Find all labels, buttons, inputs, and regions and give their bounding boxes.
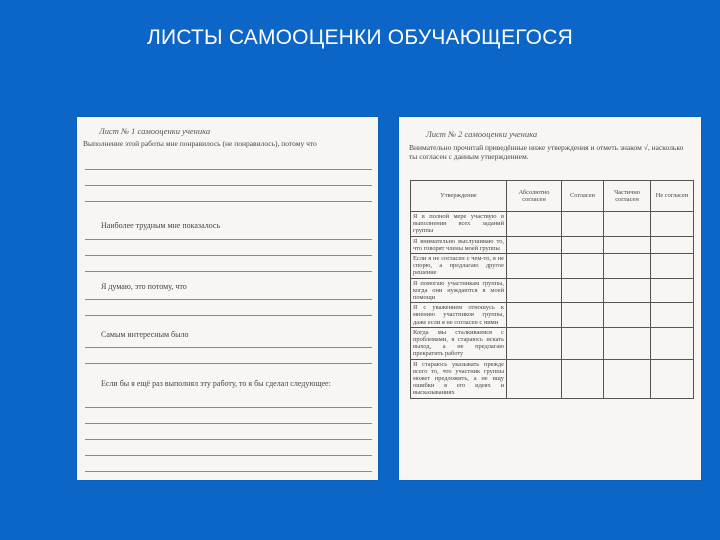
mark-cell[interactable] xyxy=(507,359,562,398)
mark-cell[interactable] xyxy=(604,278,651,303)
answer-line[interactable] xyxy=(85,315,372,316)
statement-cell: Я стараюсь указывать прежде всего то, что участник группы может предложить, а не ищу ошибки в его идеях и высказываниях xyxy=(411,359,507,398)
statement-cell: Я помогаю участникам группы, когда они нуждаются в моей помощи xyxy=(411,278,507,303)
answer-line[interactable] xyxy=(85,347,372,348)
table-row xyxy=(411,327,694,359)
mark-cell[interactable] xyxy=(651,303,694,328)
mark-cell[interactable] xyxy=(604,327,651,359)
answer-line[interactable] xyxy=(85,169,372,170)
table-row xyxy=(411,359,694,398)
prompt-most-interesting: Самым интересным было xyxy=(101,330,189,339)
column-header: Абсолютно согласен xyxy=(507,181,562,212)
mark-cell[interactable] xyxy=(651,212,694,237)
statement-cell: Когда мы сталкиваемся с проблемами, я стараюсь искать выход, а не предлагаю прекратить работу xyxy=(411,327,507,359)
prompt-next-time: Если бы я ещё раз выполнял эту работу, то я бы сделал следующее: xyxy=(101,379,373,389)
mark-cell[interactable] xyxy=(507,212,562,237)
statement-cell: Я внимательно выслушиваю то, что говорят члены моей группы xyxy=(411,236,507,253)
mark-cell[interactable] xyxy=(651,278,694,303)
prompt-most-difficult: Наиболее трудным мне показалось xyxy=(101,221,221,230)
answer-line[interactable] xyxy=(85,407,372,408)
mark-cell[interactable] xyxy=(604,236,651,253)
answer-line[interactable] xyxy=(85,299,372,300)
mark-cell[interactable] xyxy=(507,278,562,303)
mark-cell[interactable] xyxy=(651,236,694,253)
mark-cell[interactable] xyxy=(604,254,651,279)
agreement-table xyxy=(410,180,694,399)
self-assessment-sheet-2 xyxy=(399,117,701,480)
answer-line[interactable] xyxy=(85,239,372,240)
answer-line[interactable] xyxy=(85,363,372,364)
mark-cell[interactable] xyxy=(562,236,604,253)
mark-cell[interactable] xyxy=(507,254,562,279)
mark-cell[interactable] xyxy=(507,303,562,328)
mark-cell[interactable] xyxy=(507,236,562,253)
statement-cell: Я с уважением отношусь к мнению участников группы, даже если я не согласен с ними xyxy=(411,303,507,328)
self-assessment-sheet-1 xyxy=(77,117,378,480)
mark-cell[interactable] xyxy=(507,327,562,359)
sheet-2-title: Лист № 2 самооценки ученика xyxy=(426,129,538,139)
column-header: Согласен xyxy=(562,181,604,212)
column-header: Утверждение xyxy=(411,181,507,212)
answer-line[interactable] xyxy=(85,255,372,256)
sheet-2-intro: Внимательно прочитай приведённые ниже утверждения и отметь знаком √, насколько ты согласен с данным утверждением. xyxy=(409,143,684,161)
statement-cell: Если я не согласен с чем-то, я не спорю, а предлагаю другое решение xyxy=(411,254,507,279)
mark-cell[interactable] xyxy=(651,254,694,279)
table-row xyxy=(411,278,694,303)
answer-line[interactable] xyxy=(85,271,372,272)
answer-line[interactable] xyxy=(85,423,372,424)
mark-cell[interactable] xyxy=(562,327,604,359)
mark-cell[interactable] xyxy=(604,303,651,328)
answer-line[interactable] xyxy=(85,439,372,440)
mark-cell[interactable] xyxy=(562,303,604,328)
prompt-i-think-because: Я думаю, это потому, что xyxy=(101,282,187,291)
answer-line[interactable] xyxy=(85,201,372,202)
statement-cell: Я в полной мере участвую в выполнении всех заданий группы xyxy=(411,212,507,237)
table-row xyxy=(411,254,694,279)
sheet-1-intro: Выполнение этой работы мне понравилось (не понравилось), потому что xyxy=(83,139,317,148)
column-header: Не согласен xyxy=(651,181,694,212)
mark-cell[interactable] xyxy=(562,212,604,237)
table-row xyxy=(411,303,694,328)
mark-cell[interactable] xyxy=(651,359,694,398)
mark-cell[interactable] xyxy=(562,254,604,279)
mark-cell[interactable] xyxy=(562,278,604,303)
answer-line[interactable] xyxy=(85,471,372,472)
mark-cell[interactable] xyxy=(562,359,604,398)
mark-cell[interactable] xyxy=(604,359,651,398)
sheet-1-title: Лист № 1 самооценки ученика xyxy=(99,126,211,136)
mark-cell[interactable] xyxy=(604,212,651,237)
answer-line[interactable] xyxy=(85,455,372,456)
table-row xyxy=(411,236,694,253)
slide-title: ЛИСТЫ САМООЦЕНКИ ОБУЧАЮЩЕГОСЯ xyxy=(147,26,573,49)
table-header-row xyxy=(411,181,694,212)
answer-line[interactable] xyxy=(85,185,372,186)
table-row xyxy=(411,212,694,237)
mark-cell[interactable] xyxy=(651,327,694,359)
column-header: Частично согласен xyxy=(604,181,651,212)
